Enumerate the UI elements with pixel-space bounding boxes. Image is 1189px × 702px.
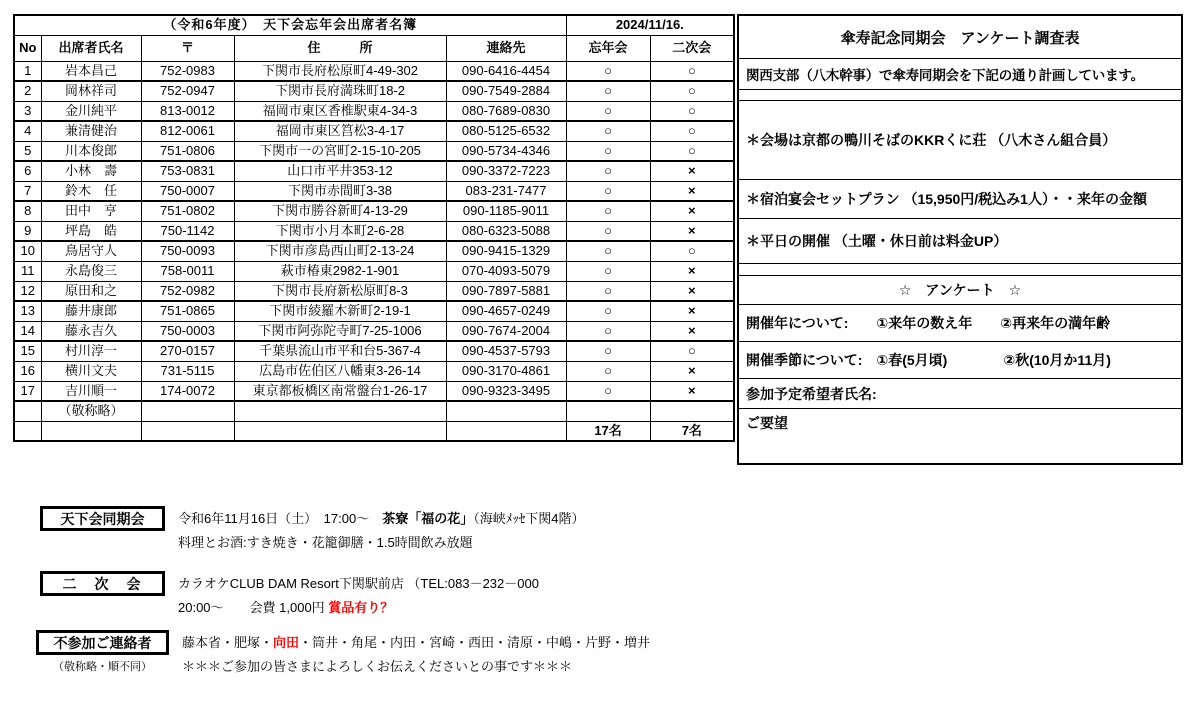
cell-name: 川本俊郎 xyxy=(41,141,141,161)
cell-bonenkai: ○ xyxy=(566,201,650,221)
cell-address: 福岡市東区筥松3-4-17 xyxy=(234,121,446,141)
table-row xyxy=(14,81,734,101)
cell-address: 下関市長府満珠町18-2 xyxy=(234,81,446,101)
absentee-highlighted-name: 向田 xyxy=(273,635,300,650)
cell-zip: 751-0806 xyxy=(141,141,234,161)
survey-section-header: ☆ アンケート ☆ xyxy=(739,276,1181,305)
cell-no: 5 xyxy=(14,141,41,161)
attendee-roster-table xyxy=(13,14,735,442)
cell-address: 萩市椿東2982-1-901 xyxy=(234,261,446,281)
survey-question-season: 開催季節について: ①春(5月頃) ②秋(10月か11月) xyxy=(739,342,1181,379)
cell-name: 金川純平 xyxy=(41,101,141,121)
cell-zip: 752-0982 xyxy=(141,281,234,301)
cell-bonenkai: ○ xyxy=(566,281,650,301)
cell-zip: 752-0947 xyxy=(141,81,234,101)
absentees-label-box: 不参加ご連絡者 xyxy=(36,630,169,655)
honorifics-note-row xyxy=(14,401,734,421)
table-row xyxy=(14,61,734,81)
cell-tel: 090-4537-5793 xyxy=(446,341,566,361)
cell-address xyxy=(234,401,446,421)
cell-tel: 090-9415-1329 xyxy=(446,241,566,261)
cell-nijikai: × xyxy=(650,321,734,341)
cell-bonenkai: 17名 xyxy=(566,421,650,441)
table-row xyxy=(14,281,734,301)
survey-requests-field: ご要望 xyxy=(746,415,788,431)
cell-tel xyxy=(446,421,566,441)
absentees-sublabel: （敬称略・順不同） xyxy=(53,661,152,673)
cell-nijikai: ○ xyxy=(650,81,734,101)
cell-tel: 090-5734-4346 xyxy=(446,141,566,161)
roster-date: 2024/11/16. xyxy=(566,15,734,35)
survey-spacer xyxy=(739,90,1181,101)
survey-names-field: 参加予定希望者氏名: xyxy=(739,379,1181,409)
cell-address: 下関市長府松原町4-49-302 xyxy=(234,61,446,81)
cell-nijikai: × xyxy=(650,221,734,241)
cell-tel: 090-3372-7223 xyxy=(446,161,566,181)
cell-bonenkai: ○ xyxy=(566,181,650,201)
cell-tel: 080-6323-5088 xyxy=(446,221,566,241)
cell-bonenkai: ○ xyxy=(566,61,650,81)
cell-tel: 083-231-7477 xyxy=(446,181,566,201)
afterparty-label-box: 二 次 会 xyxy=(40,571,165,596)
cell-bonenkai: ○ xyxy=(566,381,650,401)
cell-address: 下関市小月本町2-6-28 xyxy=(234,221,446,241)
cell-tel: 090-6416-4454 xyxy=(446,61,566,81)
cell-address xyxy=(234,421,446,441)
reunion-datetime: 令和6年11月16日（土） 17:00～ xyxy=(178,511,383,526)
survey-question-year: 開催年について: ①来年の数え年 ②再来年の満年齢 xyxy=(739,305,1181,342)
survey-plan-note: ＊宿泊宴会セットプラン （15,950円/税込み1人）・・来年の金額 xyxy=(739,180,1181,219)
cell-no: 6 xyxy=(14,161,41,181)
roster-header-row xyxy=(14,35,734,61)
cell-nijikai: ○ xyxy=(650,241,734,261)
table-row xyxy=(14,201,734,221)
cell-zip: 750-1142 xyxy=(141,221,234,241)
cell-bonenkai: ○ xyxy=(566,221,650,241)
roster-title-row xyxy=(14,15,734,35)
absentees-names xyxy=(182,631,650,655)
table-row xyxy=(14,121,734,141)
survey-title: 傘寿記念同期会 アンケート調査表 xyxy=(739,16,1181,59)
cell-bonenkai: ○ xyxy=(566,321,650,341)
cell-address: 山口市平井353-12 xyxy=(234,161,446,181)
afterparty-prize-note: 賞品有り？ xyxy=(328,600,394,615)
cell-no: 7 xyxy=(14,181,41,201)
cell-address: 広島市佐伯区八幡東3-26-14 xyxy=(234,361,446,381)
totals-row xyxy=(14,421,734,441)
cell-no xyxy=(14,421,41,441)
cell-zip: 753-0831 xyxy=(141,161,234,181)
cell-name: 田中 亨 xyxy=(41,201,141,221)
table-row xyxy=(14,141,734,161)
cell-name: 岡林祥司 xyxy=(41,81,141,101)
cell-bonenkai: ○ xyxy=(566,241,650,261)
cell-tel: 070-4093-5079 xyxy=(446,261,566,281)
column-header-2: 〒 xyxy=(141,35,234,61)
cell-bonenkai: ○ xyxy=(566,301,650,321)
cell-name: 藤井康郎 xyxy=(41,301,141,321)
cell-zip: 751-0802 xyxy=(141,201,234,221)
afterparty-time-fee: 20:00～ 会費 1,000円 xyxy=(178,600,329,615)
cell-nijikai: ○ xyxy=(650,121,734,141)
cell-name: 横川文夫 xyxy=(41,361,141,381)
cell-bonenkai xyxy=(566,401,650,421)
cell-address: 下関市彦島西山町2-13-24 xyxy=(234,241,446,261)
roster-title: （令和6年度） 天下会忘年会出席者名簿 xyxy=(14,15,566,35)
cell-bonenkai: ○ xyxy=(566,101,650,121)
cell-zip xyxy=(141,401,234,421)
column-header-0: No xyxy=(14,35,41,61)
cell-zip: 751-0865 xyxy=(141,301,234,321)
reunion-venue-floor: （海峡ﾒｯｾ下関4階） xyxy=(473,511,585,526)
cell-address: 福岡市東区香椎駅東4-34-3 xyxy=(234,101,446,121)
cell-tel: 090-1185-9011 xyxy=(446,201,566,221)
cell-no: 3 xyxy=(14,101,41,121)
cell-bonenkai: ○ xyxy=(566,261,650,281)
cell-no: 2 xyxy=(14,81,41,101)
cell-tel: 090-4657-0249 xyxy=(446,301,566,321)
cell-tel: 090-7897-5881 xyxy=(446,281,566,301)
cell-bonenkai: ○ xyxy=(566,361,650,381)
survey-spacer xyxy=(739,264,1181,276)
cell-no: 12 xyxy=(14,281,41,301)
cell-nijikai xyxy=(650,401,734,421)
cell-zip: 731-5115 xyxy=(141,361,234,381)
cell-name: 岩本昌己 xyxy=(41,61,141,81)
cell-no: 9 xyxy=(14,221,41,241)
cell-zip: 270-0157 xyxy=(141,341,234,361)
cell-nijikai: × xyxy=(650,381,734,401)
cell-bonenkai: ○ xyxy=(566,141,650,161)
cell-bonenkai: ○ xyxy=(566,81,650,101)
cell-address: 下関市赤間町3-38 xyxy=(234,181,446,201)
survey-weekday-note: ＊平日の開催 （土曜・休日前は料金UP） xyxy=(739,219,1181,264)
table-row xyxy=(14,321,734,341)
cell-name: 藤永吉久 xyxy=(41,321,141,341)
cell-zip: 174-0072 xyxy=(141,381,234,401)
cell-name: （敬称略） xyxy=(41,401,141,421)
cell-name xyxy=(41,421,141,441)
table-row xyxy=(14,181,734,201)
reunion-section xyxy=(40,506,584,555)
table-row xyxy=(14,161,734,181)
cell-nijikai: × xyxy=(650,161,734,181)
cell-no: 17 xyxy=(14,381,41,401)
cell-no: 11 xyxy=(14,261,41,281)
absentees-names-post: ・筒井・角尾・内田・宮崎・西田・清原・中嶋・片野・増井 xyxy=(299,635,651,650)
cell-nijikai: 7名 xyxy=(650,421,734,441)
afterparty-section xyxy=(40,571,539,620)
cell-address: 千葉県流山市平和台5-367-4 xyxy=(234,341,446,361)
cell-address: 東京都板橋区南常盤台1-26-17 xyxy=(234,381,446,401)
column-header-3: 住 所 xyxy=(234,35,446,61)
cell-nijikai: ○ xyxy=(650,101,734,121)
cell-address: 下関市勝谷新町4-13-29 xyxy=(234,201,446,221)
cell-no: 13 xyxy=(14,301,41,321)
cell-nijikai: × xyxy=(650,301,734,321)
cell-nijikai: ○ xyxy=(650,341,734,361)
cell-no xyxy=(14,401,41,421)
cell-name: 鳥居守人 xyxy=(41,241,141,261)
table-row xyxy=(14,301,734,321)
table-row xyxy=(14,241,734,261)
cell-name: 兼清健治 xyxy=(41,121,141,141)
cell-zip xyxy=(141,421,234,441)
reunion-label-box: 天下会同期会 xyxy=(40,506,165,531)
reunion-line2: 料理とお酒:すき焼き・花籠御膳・1.5時間飲み放題 xyxy=(178,535,473,550)
cell-no: 1 xyxy=(14,61,41,81)
column-header-4: 連絡先 xyxy=(446,35,566,61)
cell-zip: 812-0061 xyxy=(141,121,234,141)
cell-tel: 080-7689-0830 xyxy=(446,101,566,121)
cell-address: 下関市一の宮町2-15-10-205 xyxy=(234,141,446,161)
cell-bonenkai: ○ xyxy=(566,341,650,361)
reunion-venue-name: 茶寮「福の花」 xyxy=(382,511,474,526)
cell-nijikai: × xyxy=(650,201,734,221)
survey-panel xyxy=(737,14,1183,465)
absentees-message: ＊＊＊ご参加の皆さまによろしくお伝えくださいとの事です＊＊＊ xyxy=(182,659,573,674)
cell-nijikai: × xyxy=(650,361,734,381)
cell-no: 10 xyxy=(14,241,41,261)
reunion-line1 xyxy=(178,507,584,531)
table-row xyxy=(14,341,734,361)
cell-zip: 750-0093 xyxy=(141,241,234,261)
cell-nijikai: × xyxy=(650,261,734,281)
table-row xyxy=(14,361,734,381)
cell-name: 小林 壽 xyxy=(41,161,141,181)
cell-address: 下関市綾羅木新町2-19-1 xyxy=(234,301,446,321)
survey-intro: 関西支部（八木幹事）で傘寿同期会を下記の通り計画しています。 xyxy=(739,59,1181,90)
cell-address: 下関市長府新松原町8-3 xyxy=(234,281,446,301)
afterparty-line1: カラオケCLUB DAM Resort下関駅前店 （TEL:083－232－000 xyxy=(178,576,539,591)
cell-nijikai: ○ xyxy=(650,141,734,161)
cell-no: 16 xyxy=(14,361,41,381)
column-header-5: 忘年会 xyxy=(566,35,650,61)
cell-no: 8 xyxy=(14,201,41,221)
table-row xyxy=(14,381,734,401)
cell-name: 吉川順一 xyxy=(41,381,141,401)
cell-zip: 750-0007 xyxy=(141,181,234,201)
table-row xyxy=(14,221,734,241)
cell-tel: 090-7674-2004 xyxy=(446,321,566,341)
absentees-section xyxy=(36,630,650,679)
survey-venue-note: ＊会場は京都の鴨川そばのKKRくに荘 （八木さん組合員） xyxy=(739,101,1181,180)
cell-name: 原田和之 xyxy=(41,281,141,301)
afterparty-line2 xyxy=(178,596,539,620)
cell-nijikai: ○ xyxy=(650,61,734,81)
cell-no: 15 xyxy=(14,341,41,361)
column-header-6: 二次会 xyxy=(650,35,734,61)
absentees-names-pre: 藤本省・肥塚・ xyxy=(182,635,274,650)
cell-zip: 758-0011 xyxy=(141,261,234,281)
cell-name: 村川淳一 xyxy=(41,341,141,361)
cell-address: 下関市阿弥陀寺町7-25-1006 xyxy=(234,321,446,341)
cell-nijikai: × xyxy=(650,181,734,201)
cell-tel xyxy=(446,401,566,421)
cell-zip: 750-0003 xyxy=(141,321,234,341)
cell-no: 14 xyxy=(14,321,41,341)
cell-tel: 080-5125-6532 xyxy=(446,121,566,141)
cell-tel: 090-3170-4861 xyxy=(446,361,566,381)
cell-tel: 090-7549-2884 xyxy=(446,81,566,101)
cell-zip: 752-0983 xyxy=(141,61,234,81)
cell-name: 永島俊三 xyxy=(41,261,141,281)
cell-tel: 090-9323-3495 xyxy=(446,381,566,401)
cell-name: 鈴木 任 xyxy=(41,181,141,201)
cell-zip: 813-0012 xyxy=(141,101,234,121)
table-row xyxy=(14,261,734,281)
cell-name: 坪島 皓 xyxy=(41,221,141,241)
column-header-1: 出席者氏名 xyxy=(41,35,141,61)
cell-bonenkai: ○ xyxy=(566,161,650,181)
table-row xyxy=(14,101,734,121)
cell-no: 4 xyxy=(14,121,41,141)
cell-bonenkai: ○ xyxy=(566,121,650,141)
cell-nijikai: × xyxy=(650,281,734,301)
